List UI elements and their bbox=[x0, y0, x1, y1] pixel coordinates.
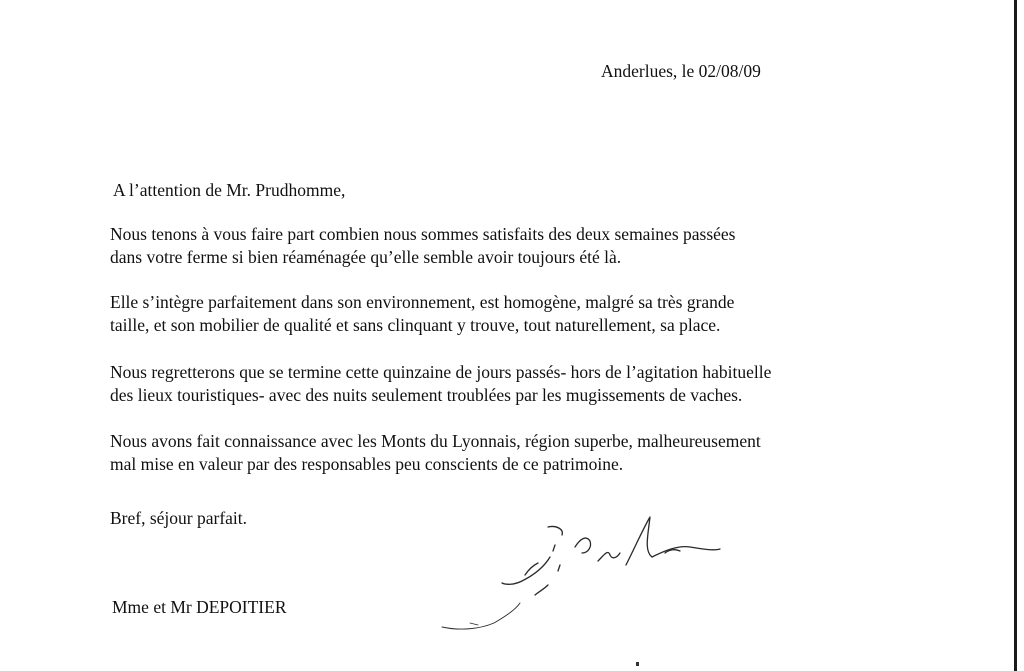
paragraph-line: Nous tenons à vous faire part combien nous sommes satisfaits des deux semaines passées bbox=[110, 224, 736, 244]
paragraph-line: Elle s’intègre parfaitement dans son environnement, est homogène, malgré sa très grande bbox=[110, 292, 735, 312]
paragraph-line: des lieux touristiques- avec des nuits seulement troublées par les mugissements de vaches. bbox=[110, 385, 743, 405]
paragraph-line: mal mise en valeur par des responsables peu conscients de ce patrimoine. bbox=[110, 454, 624, 474]
paragraph-line: taille, et son mobilier de qualité et sans clinquant y trouve, tout naturellement, sa place. bbox=[110, 315, 721, 335]
place-and-date: Anderlues, le 02/08/09 bbox=[601, 61, 761, 81]
paragraph-2 bbox=[110, 291, 890, 337]
paragraph-3 bbox=[110, 361, 890, 407]
handwritten-signature bbox=[430, 505, 730, 645]
salutation: A l’attention de Mr. Prudhomme, bbox=[113, 180, 346, 200]
scan-edge-border bbox=[1014, 0, 1017, 671]
paragraph-4 bbox=[110, 430, 890, 476]
closing-line: Bref, séjour parfait. bbox=[110, 508, 248, 528]
paragraph-line: Nous avons fait connaissance avec les Monts du Lyonnais, région superbe, malheureusement bbox=[110, 431, 761, 451]
scan-speck bbox=[636, 662, 639, 666]
paragraph-line: Nous regretterons que se termine cette quinzaine de jours passés- hors de l’agitation habituelle bbox=[110, 362, 772, 382]
paragraph-1 bbox=[110, 223, 890, 269]
paragraph-line: dans votre ferme si bien réaménagée qu’elle semble avoir toujours été là. bbox=[110, 247, 622, 267]
signer-name: Mme et Mr DEPOITIER bbox=[112, 597, 287, 617]
